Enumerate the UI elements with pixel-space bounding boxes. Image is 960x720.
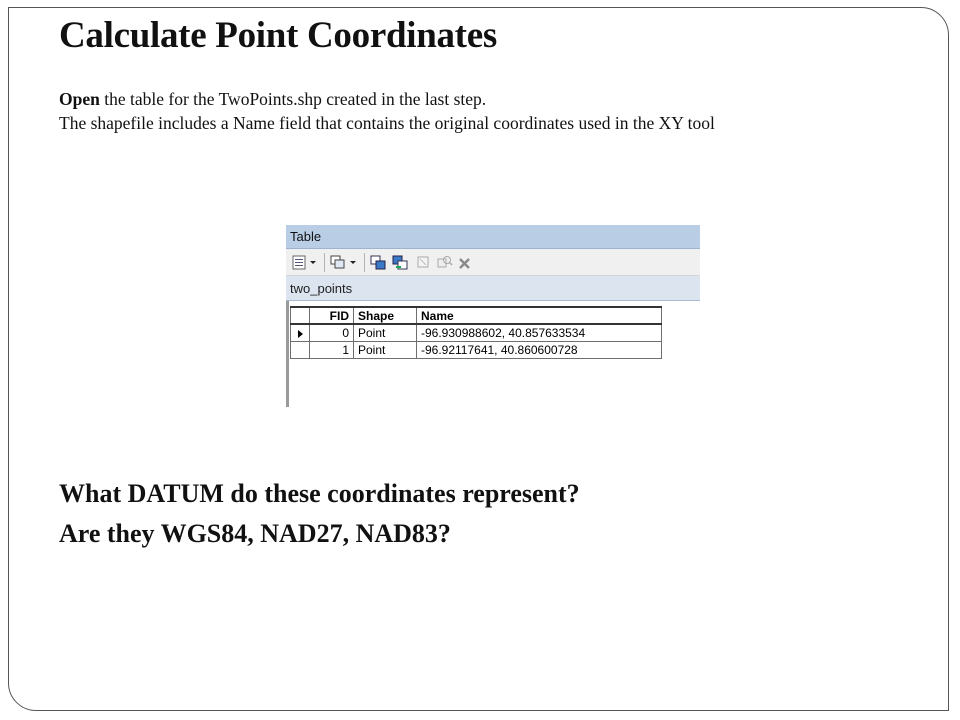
slide-body (59, 87, 715, 135)
delete-selected-icon[interactable] (458, 255, 472, 270)
cell-name[interactable]: -96.930988602, 40.857633534 (417, 324, 662, 341)
table-window[interactable] (286, 225, 700, 407)
column-header-fid[interactable]: FID (310, 307, 354, 324)
row-selector-header[interactable] (291, 307, 310, 324)
table-row[interactable] (291, 324, 662, 341)
table-tab-label: two_points (290, 281, 353, 296)
instruction-line-1 (59, 87, 715, 111)
table-options-icon[interactable] (292, 255, 318, 270)
current-row-arrow-icon (298, 330, 303, 338)
switch-selection-icon[interactable] (392, 255, 409, 270)
related-tables-icon[interactable] (330, 255, 358, 270)
question-block (59, 474, 580, 554)
open-keyword: Open (59, 89, 100, 109)
question-line-2: Are they WGS84, NAD27, NAD83? (59, 519, 451, 548)
slide-title: Calculate Point Coordinates (59, 15, 497, 56)
table-toolbar (286, 249, 700, 276)
table-window-titlebar[interactable] (286, 225, 700, 249)
cell-name[interactable]: -96.92117641, 40.860600728 (417, 341, 662, 358)
clear-selection-icon[interactable] (416, 255, 431, 270)
table-tab[interactable] (286, 276, 700, 301)
column-header-shape[interactable]: Shape (354, 307, 417, 324)
cell-fid[interactable]: 0 (310, 324, 354, 341)
table-row[interactable] (291, 341, 662, 358)
attribute-grid (286, 301, 700, 407)
row-selector[interactable] (291, 341, 310, 358)
cell-shape[interactable]: Point (354, 341, 417, 358)
cell-fid[interactable]: 1 (310, 341, 354, 358)
row-selector[interactable] (291, 324, 310, 341)
grid-left-border (286, 301, 289, 407)
attribute-table (290, 306, 662, 359)
question-line-1: What DATUM do these coordinates represent? (59, 479, 580, 508)
instruction-line-2: The shapefile includes a Name field that contains the original coordinates used in the XY tool (59, 113, 715, 133)
select-by-attributes-icon[interactable] (370, 255, 387, 270)
zoom-to-selected-icon[interactable] (437, 255, 453, 270)
column-header-name[interactable]: Name (417, 307, 662, 324)
toolbar-separator (364, 253, 365, 272)
toolbar-separator (324, 253, 325, 272)
cell-shape[interactable]: Point (354, 324, 417, 341)
table-window-title: Table (290, 229, 322, 244)
header-row (291, 307, 662, 324)
instruction-line-1-text: the table for the TwoPoints.shp created in the last step. (99, 89, 487, 109)
